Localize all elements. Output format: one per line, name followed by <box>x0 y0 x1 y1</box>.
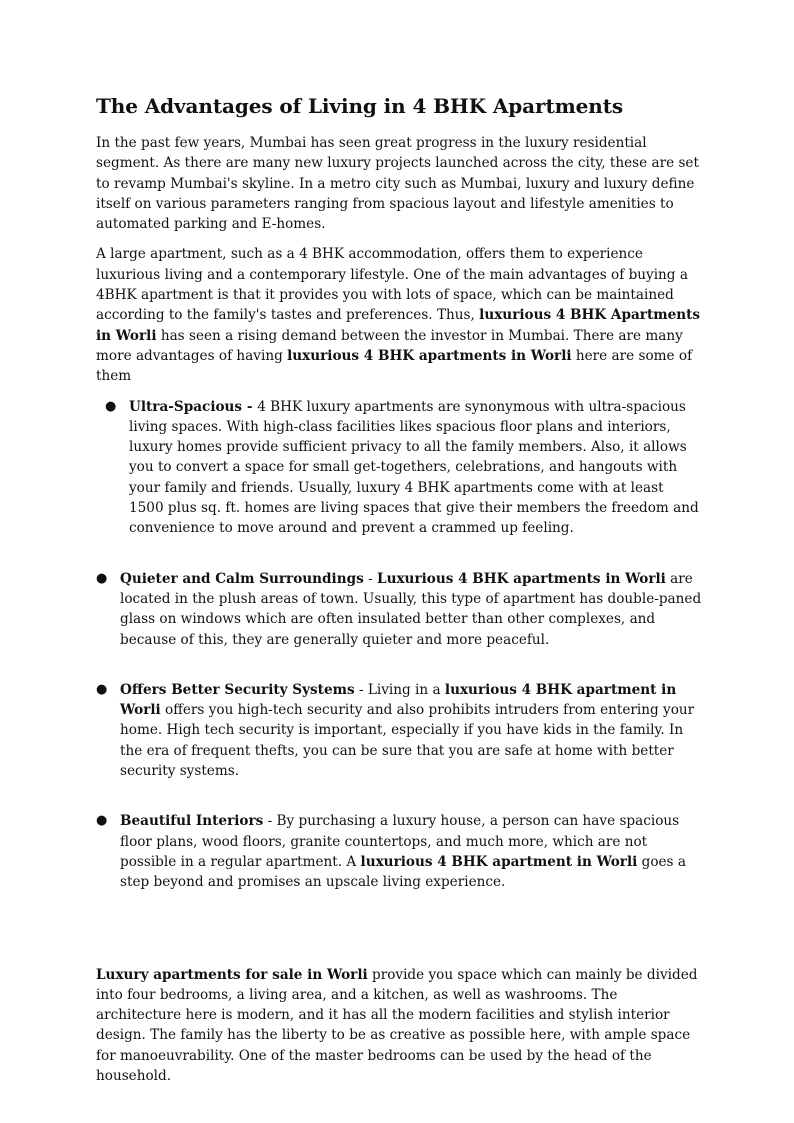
spacer <box>96 923 702 965</box>
closing-text: provide you space which can mainly be divided into four bedrooms, a living area, and a kitchen, as well as washrooms. The architecture here is modern, and it has all the modern facilities and stylish interior design. The family has the liberty to be as creative as possible here, with ample space for manoeuvrability. One of the master bedrooms can be used by the head of the household. <box>96 966 698 1084</box>
item-bold-link: luxurious 4 BHK apartment in Worli <box>360 853 638 870</box>
item-heading: Quieter and Calm Surroundings <box>120 570 364 587</box>
bullet-icon: ● <box>105 398 117 414</box>
closing-bold-link: Luxury apartments for sale in Worli <box>96 966 368 983</box>
list-item-quieter <box>96 569 702 650</box>
item-heading: Beautiful Interiors <box>120 813 264 830</box>
bullet-icon: ● <box>96 813 108 829</box>
item-text: are located in the plush areas of town. Usually, this type of apartment has double-paned glass on windows which are often insulated better than other complexes, and because of this, they are generally quieter and more peaceful. <box>120 570 702 648</box>
item-separator: - <box>363 570 378 587</box>
item-text: goes a step beyond and promises an upscale living experience. <box>120 853 686 891</box>
list-item-security <box>96 680 702 781</box>
bullet-icon: ● <box>96 570 108 586</box>
item-text: offers you high-tech security and also prohibits intruders from entering your home. High tech security is important, especially if you have kids in the family. In the era of frequent thefts, you can be sure that you are safe at home with better security systems. <box>120 702 695 780</box>
bullet-icon: ● <box>96 681 108 697</box>
list-item-ultra-spacious <box>96 397 702 539</box>
intro-p2-text-c: has seen a rising demand between the investor in Mumbai. There are many more advantages of having <box>96 327 683 364</box>
document-page <box>96 94 702 1096</box>
list-item-interiors <box>96 811 702 892</box>
page-title: The Advantages of Living in 4 BHK Apartments <box>96 94 624 118</box>
intro-p2-bold-link-2: luxurious 4 BHK apartments in Worli <box>287 347 572 364</box>
item-heading: Ultra-Spacious - <box>129 398 258 415</box>
intro-p2-text-e: here are some of them <box>96 347 693 385</box>
intro-p2-text-a: A large apartment, such as a 4 BHK accommodation, offers them to experience luxurious living and a contemporary lifestyle. One of the main advantages of buying a 4BHK apartment is that it provides you with lots of space, which can be maintained according to the family's tastes and preferences. Thus, <box>96 246 688 324</box>
item-heading: Offers Better Security Systems <box>120 681 355 698</box>
advantages-list-2 <box>96 569 702 893</box>
intro-paragraph-2 <box>96 244 702 386</box>
item-bold-link: Luxurious 4 BHK apartments in Worli <box>377 570 666 587</box>
intro-p2-bold-link-1: luxurious 4 BHK Apartments in Worli <box>96 307 701 344</box>
intro-paragraph-1: In the past few years, Mumbai has seen great progress in the luxury residential segment. As there are many new luxury projects launched across the city, these are set to revamp Mumbai's skyline. In a metro city such as Mumbai, luxury and luxury define itself on various parameters ranging from spacious layout and lifestyle amenities to automated parking and E-homes. <box>96 135 699 233</box>
item-text: 4 BHK luxury apartments are synonymous with ultra-spacious living spaces. With high-class facilities likes spacious floor plans and interiors, luxury homes provide sufficient privacy to all the family members. Also, it allows you to convert a space for small get-togethers, celebrations, and hangouts with your family and friends. Usually, luxury 4 BHK apartments come with at least 1500 plus sq. ft. homes are living spaces that give their members the freedom and convenience to move around and prevent a crammed up feeling. <box>129 398 699 537</box>
advantages-list-1 <box>96 397 702 539</box>
closing-paragraph <box>96 965 702 1087</box>
item-separator: - By purchasing a luxury house, a person can have spacious floor plans, wood floors, granite countertops, and much more, which are not possible in a regular apartment. A <box>120 813 680 870</box>
item-bold-link: luxurious 4 BHK apartment in Worli <box>120 681 677 719</box>
item-separator: - Living in a <box>354 681 445 698</box>
